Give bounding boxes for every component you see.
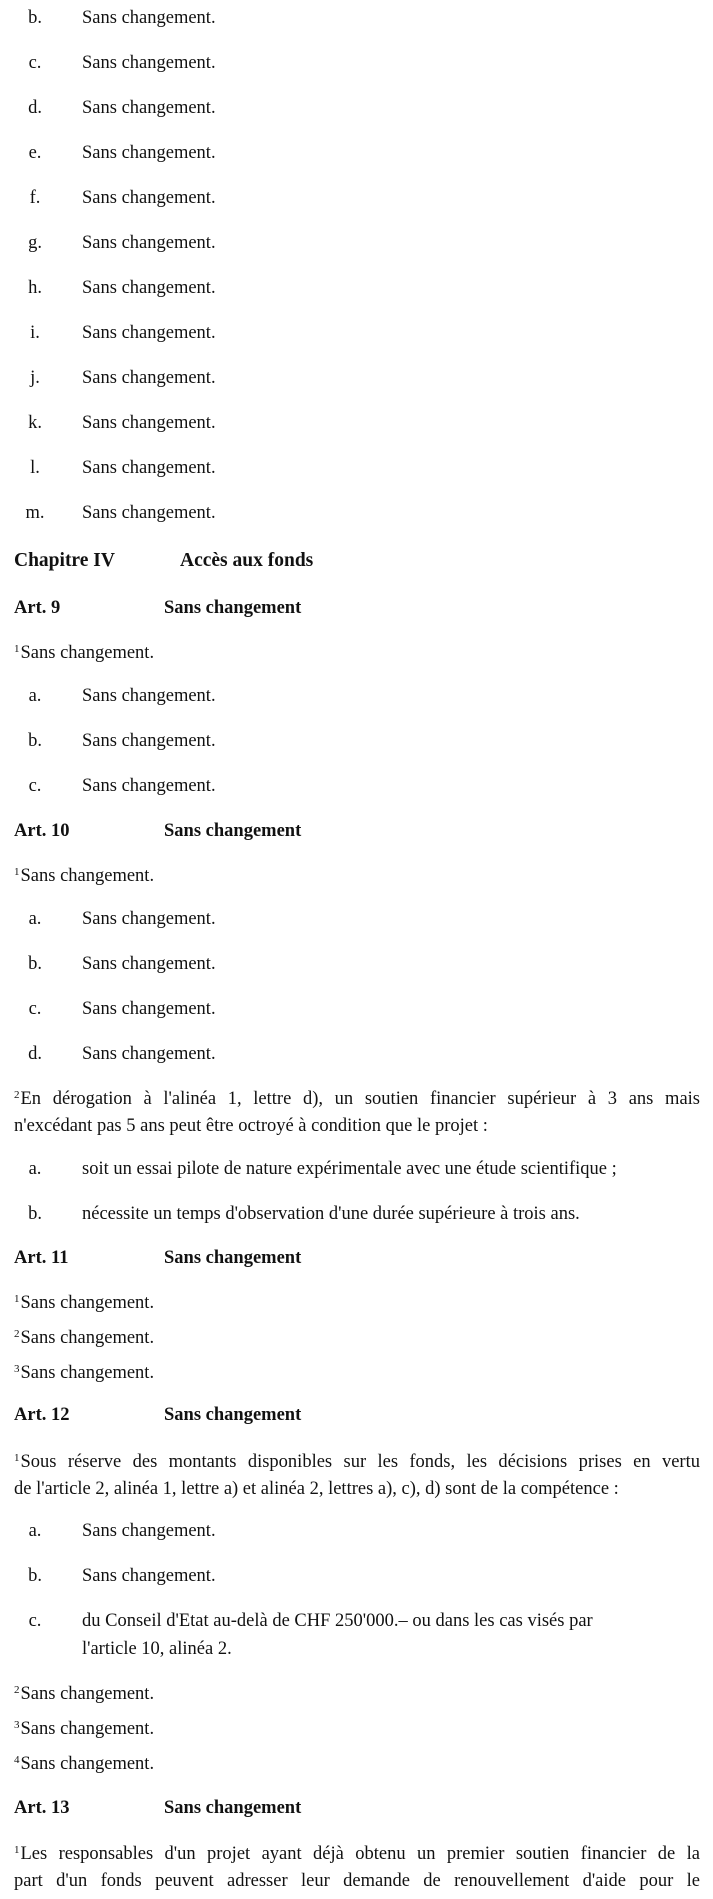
item-text: Sans changement. [82, 8, 216, 28]
item-text: du Conseil d'Etat au-delà de CHF 250'000.– ou dans les cas visés par [82, 1611, 593, 1631]
chapter-number: Chapitre IV [14, 550, 115, 571]
list-item [0, 1157, 713, 1183]
list-item [0, 1564, 713, 1590]
item-text: Sans changement. [82, 1566, 216, 1586]
item-text: soit un essai pilote de nature expérimentale avec une étude scientifique ; [82, 1159, 617, 1179]
list-item [0, 501, 713, 527]
list-item [0, 684, 713, 710]
list-item [0, 1609, 713, 1635]
paragraph-text: part d'un fonds peuvent adresser leur demande de renouvellement d'aide pour le [14, 1871, 700, 1891]
item-text-continuation: l'article 10, alinéa 2. [82, 1639, 232, 1659]
chapter-heading [14, 548, 314, 573]
paragraph-text: de l'article 2, alinéa 1, lettre a) et alinéa 2, lettres a), c), d) sont de la compétence : [14, 1479, 619, 1499]
item-letter: j. [30, 368, 40, 388]
article-status: Sans changement [164, 598, 302, 618]
paragraph-number: 4 [14, 1754, 20, 1766]
item-letter: d. [28, 98, 42, 118]
item-text: Sans changement. [82, 954, 216, 974]
item-letter: l. [30, 458, 40, 478]
article-status: Sans changement [164, 1798, 302, 1818]
item-letter: b. [28, 731, 42, 751]
article-status: Sans changement [164, 1405, 302, 1425]
paragraph [14, 1361, 154, 1385]
item-letter: a. [28, 1159, 42, 1179]
article-label: Art. 11 [14, 1248, 69, 1268]
paragraph [14, 1717, 154, 1741]
item-letter: a. [28, 686, 42, 706]
paragraph-line [14, 1477, 619, 1501]
item-letter: a. [28, 1521, 42, 1541]
list-item [0, 141, 713, 167]
paragraph-number: 1 [14, 1844, 20, 1856]
item-text: Sans changement. [82, 1521, 216, 1541]
paragraph-number: 2 [14, 1684, 20, 1696]
paragraph [14, 641, 154, 665]
paragraph-text: n'excédant pas 5 ans peut être octroyé à condition que le projet : [14, 1116, 488, 1136]
paragraph-number: 3 [14, 1719, 20, 1731]
item-text: Sans changement. [82, 53, 216, 73]
item-text: Sans changement. [82, 458, 216, 478]
list-item [0, 1202, 713, 1228]
item-text: Sans changement. [82, 503, 216, 523]
item-text: Sans changement. [82, 233, 216, 253]
list-item [0, 6, 713, 32]
list-item [0, 231, 713, 257]
item-letter: g. [28, 233, 42, 253]
paragraph [14, 1326, 154, 1350]
paragraph [14, 864, 154, 888]
article-label: Art. 10 [14, 821, 70, 841]
list-item [0, 456, 713, 482]
article-status: Sans changement [164, 821, 302, 841]
item-text: Sans changement. [82, 1044, 216, 1064]
paragraph-text: Les responsables d'un projet ayant déjà obtenu un premier soutien financier de la [20, 1844, 700, 1864]
paragraph-line [14, 1450, 700, 1474]
paragraph-number: 1 [14, 1293, 20, 1305]
list-item [0, 774, 713, 800]
paragraph-text: Sans changement. [20, 643, 155, 663]
list-item [0, 366, 713, 392]
paragraph-text: Sans changement. [20, 1684, 155, 1704]
paragraph [14, 1291, 154, 1315]
item-letter: a. [28, 909, 42, 929]
paragraph [14, 1752, 154, 1776]
paragraph-text: Sans changement. [20, 1293, 155, 1313]
paragraph-number: 2 [14, 1328, 20, 1340]
article-heading-art11 [14, 1246, 302, 1270]
item-text: Sans changement. [82, 686, 216, 706]
paragraph [14, 1682, 154, 1706]
item-text: Sans changement. [82, 999, 216, 1019]
item-text: Sans changement. [82, 188, 216, 208]
paragraph-number: 3 [14, 1363, 20, 1375]
item-text: Sans changement. [82, 909, 216, 929]
paragraph-text: En dérogation à l'alinéa 1, lettre d), un soutien financier supérieur à 3 ans mais [20, 1089, 700, 1109]
item-letter: c. [28, 53, 42, 73]
list-item [0, 907, 713, 933]
list-item [0, 321, 713, 347]
paragraph-text: Sans changement. [20, 1328, 155, 1348]
list-item [0, 997, 713, 1023]
item-letter: c. [28, 999, 42, 1019]
article-status: Sans changement [164, 1248, 302, 1268]
list-item [0, 51, 713, 77]
chapter-title: Accès aux fonds [180, 550, 314, 571]
item-letter: b. [28, 1204, 42, 1224]
article-label: Art. 13 [14, 1798, 70, 1818]
paragraph-text: Sans changement. [20, 1363, 155, 1383]
list-item [0, 96, 713, 122]
item-text: Sans changement. [82, 368, 216, 388]
item-text: Sans changement. [82, 323, 216, 343]
paragraph-line [14, 1114, 488, 1138]
paragraph-text: Sous réserve des montants disponibles sur les fonds, les décisions prises en vertu [20, 1452, 700, 1472]
paragraph-number: 2 [14, 1089, 20, 1101]
paragraph-number: 1 [14, 1452, 20, 1464]
paragraph-number: 1 [14, 643, 20, 655]
article-heading-art10 [14, 819, 302, 843]
item-text: Sans changement. [82, 143, 216, 163]
paragraph-text: Sans changement. [20, 866, 155, 886]
list-item [0, 1519, 713, 1545]
article-heading-art13 [14, 1796, 302, 1820]
paragraph-number: 1 [14, 866, 20, 878]
item-letter: h. [28, 278, 42, 298]
item-letter: c. [28, 776, 42, 796]
item-letter: i. [30, 323, 40, 343]
item-letter: b. [28, 1566, 42, 1586]
item-text: nécessite un temps d'observation d'une durée supérieure à trois ans. [82, 1204, 580, 1224]
article-heading-art9 [14, 596, 302, 620]
item-letter: d. [28, 1044, 42, 1064]
list-item [0, 1042, 713, 1068]
article-label: Art. 12 [14, 1405, 70, 1425]
item-text: Sans changement. [82, 731, 216, 751]
item-letter: f. [29, 188, 41, 208]
item-letter: m. [25, 503, 45, 523]
paragraph-line [14, 1087, 700, 1111]
paragraph-line [14, 1869, 700, 1893]
item-letter: b. [28, 954, 42, 974]
item-letter: k. [28, 413, 42, 433]
list-item [0, 411, 713, 437]
list-item [0, 952, 713, 978]
paragraph-text: Sans changement. [20, 1719, 155, 1739]
article-heading-art12 [14, 1403, 302, 1427]
paragraph-line [14, 1842, 700, 1866]
item-text: Sans changement. [82, 278, 216, 298]
paragraph-text: Sans changement. [20, 1754, 155, 1774]
list-item [0, 729, 713, 755]
list-item [0, 186, 713, 212]
item-text: Sans changement. [82, 98, 216, 118]
item-text: Sans changement. [82, 776, 216, 796]
article-label: Art. 9 [14, 598, 61, 618]
item-letter: e. [28, 143, 42, 163]
item-text: Sans changement. [82, 413, 216, 433]
list-item [0, 276, 713, 302]
item-letter: c. [28, 1611, 42, 1631]
item-letter: b. [28, 8, 42, 28]
